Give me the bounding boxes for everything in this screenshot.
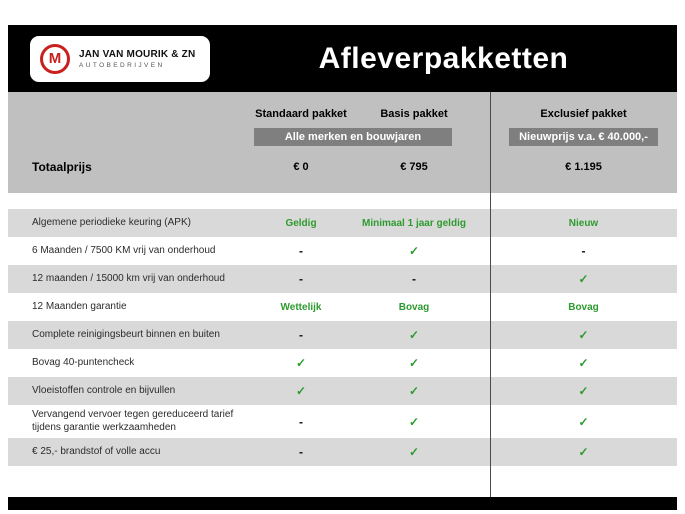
table-row xyxy=(8,349,677,377)
content-sheet xyxy=(8,25,677,466)
package-cell: ✓ xyxy=(408,414,420,429)
package-cell: Wettelijk xyxy=(280,301,322,313)
table-row xyxy=(8,438,677,466)
package-cell: - xyxy=(581,244,586,258)
package-cell: ✓ xyxy=(578,445,589,459)
feature-label: Bovag 40-puntencheck xyxy=(32,356,135,368)
package-cell: ✓ xyxy=(408,384,420,398)
package-cell: ✓ xyxy=(408,356,420,370)
feature-label: 6 Maanden / 7500 KM vrij van onderhoud xyxy=(32,244,216,256)
header-bar xyxy=(8,25,677,92)
dealer-name: JAN VAN MOURIK & ZN xyxy=(79,48,196,60)
feature-label: Vervangend vervoer tegen gereduceerd tarief tijdens garantie werkzaamheden xyxy=(32,409,234,433)
package-cell: - xyxy=(299,272,303,286)
package-cell: ✓ xyxy=(295,384,307,398)
package-cell: ✓ xyxy=(578,414,589,429)
package-cell: - xyxy=(299,445,303,459)
total-price-label: Totaalprijs xyxy=(32,160,92,174)
package-cell: - xyxy=(299,414,303,429)
feature-label: Algemene periodieke keuring (APK) xyxy=(32,216,191,228)
total-price-exclusief: € 1.195 xyxy=(565,161,602,173)
dealer-logo xyxy=(30,36,210,82)
package-cell: Minimaal 1 jaar geldig xyxy=(362,217,466,229)
badge-alle-merken: Alle merken en bouwjaren xyxy=(254,128,452,146)
page-title: Afleverpakketten xyxy=(318,41,569,75)
package-cell: - xyxy=(299,328,303,342)
package-cell: ✓ xyxy=(408,244,420,258)
badge-nieuwprijs: Nieuwprijs v.a. € 40.000,- xyxy=(509,128,658,146)
package-cell: ✓ xyxy=(295,356,307,370)
table-header-band xyxy=(8,92,677,193)
table-row xyxy=(8,405,677,438)
table-row xyxy=(8,265,677,293)
feature-label: Vloeistoffen controle en bijvullen xyxy=(32,384,176,396)
package-cell: Geldig xyxy=(285,217,317,229)
package-cell: - xyxy=(412,272,416,286)
column-headers xyxy=(8,108,677,120)
dealer-logo-text xyxy=(79,49,195,69)
total-price-standaard: € 0 xyxy=(293,161,309,173)
package-cell: - xyxy=(299,244,303,258)
feature-label: 12 maanden / 15000 km vrij van onderhoud xyxy=(32,272,225,284)
package-cell: ✓ xyxy=(578,328,589,342)
total-price-row xyxy=(8,160,677,174)
table-row xyxy=(8,321,677,349)
table-row xyxy=(8,377,677,405)
total-price-basis: € 795 xyxy=(400,161,428,173)
badges-row xyxy=(8,128,677,146)
table-row xyxy=(8,293,677,321)
logo-m-icon: M xyxy=(40,44,70,74)
package-cell: Nieuw xyxy=(568,217,599,229)
feature-rows xyxy=(8,209,677,466)
column-header-standaard: Standaard pakket xyxy=(255,108,347,120)
column-header-basis: Basis pakket xyxy=(380,108,448,120)
package-cell: ✓ xyxy=(408,328,420,342)
feature-label: Complete reinigingsbeurt binnen en buiten xyxy=(32,328,220,340)
column-header-exclusief: Exclusief pakket xyxy=(540,108,627,120)
column-divider xyxy=(490,92,491,497)
package-cell: ✓ xyxy=(578,384,589,398)
footer-bar xyxy=(8,497,677,510)
feature-label: € 25,- brandstof of volle accu xyxy=(32,445,161,457)
package-cell: ✓ xyxy=(408,445,420,459)
table-row xyxy=(8,209,677,237)
package-cell: Bovag xyxy=(398,301,430,313)
table-row xyxy=(8,237,677,265)
package-cell: ✓ xyxy=(578,272,589,286)
dealer-subtitle: AUTOBEDRIJVEN xyxy=(79,61,165,69)
package-cell: ✓ xyxy=(578,356,589,370)
package-cell: Bovag xyxy=(568,301,599,313)
feature-label: 12 Maanden garantie xyxy=(32,300,127,312)
